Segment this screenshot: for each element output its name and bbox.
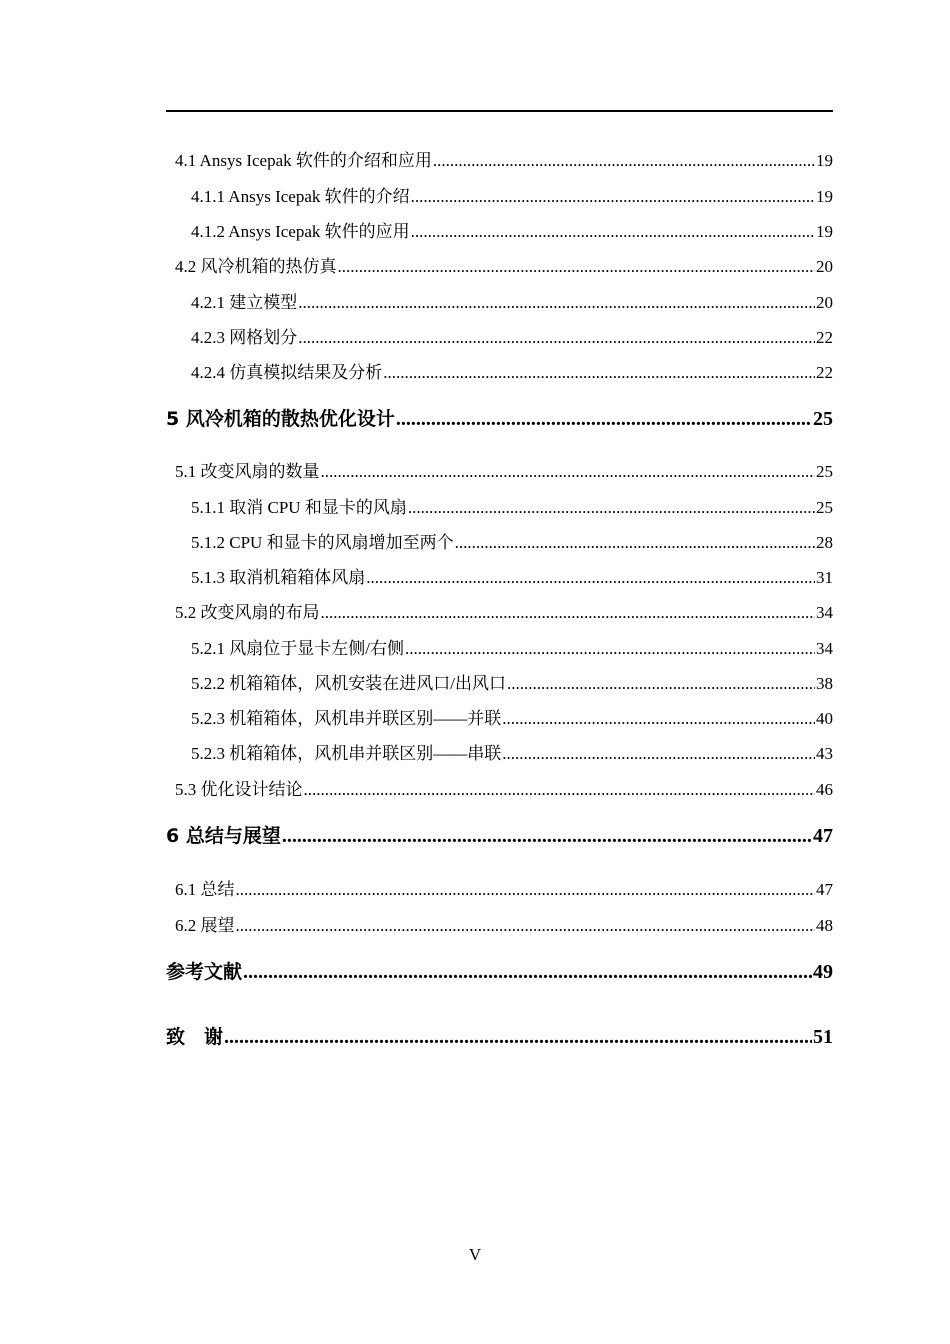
- toc-entry-page: 40: [816, 709, 833, 728]
- dot-leader: [433, 151, 815, 171]
- toc-entry[interactable]: [191, 182, 833, 207]
- dot-leader: [236, 880, 816, 900]
- dot-leader: [243, 961, 812, 984]
- toc-entry[interactable]: [191, 669, 833, 694]
- toc-entry-title: 5.2.3 机箱箱体，风机串并联区别——串联: [191, 744, 502, 763]
- toc-entry-title: 4.2 风冷机箱的热仿真: [175, 257, 337, 276]
- toc-chapter-page: 25: [813, 408, 833, 430]
- toc-entry-title: 5.2.2 机箱箱体，风机安装在进风口/出风口: [191, 674, 506, 693]
- toc-chapter-title: 5 风冷机箱的散热优化设计: [166, 408, 395, 430]
- toc-entry[interactable]: [175, 598, 833, 623]
- dot-leader: [282, 825, 812, 848]
- toc-entry[interactable]: [175, 457, 833, 482]
- toc-entry-page: 46: [816, 780, 833, 799]
- toc-entry-title: 5.2.3 机箱箱体，风机串并联区别——并联: [191, 709, 502, 728]
- dot-leader: [224, 1026, 812, 1049]
- toc-entry-page: 47: [816, 880, 833, 899]
- toc-entry[interactable]: [191, 217, 833, 242]
- toc-entry-page: 22: [816, 328, 833, 347]
- toc-entry-page: 22: [816, 363, 833, 382]
- toc-entry-page: 31: [816, 568, 833, 587]
- toc-entry[interactable]: [191, 634, 833, 659]
- dot-leader: [338, 257, 816, 277]
- toc-chapter-page: 49: [813, 961, 833, 983]
- toc-entry-title: 4.1 Ansys Icepak 软件的介绍和应用: [175, 151, 432, 170]
- toc-entry-page: 25: [816, 498, 833, 517]
- toc-entry-title: 5.1.2 CPU 和显卡的风扇增加至两个: [191, 533, 454, 552]
- dot-leader: [321, 462, 816, 482]
- toc-entry-title: 5.1.1 取消 CPU 和显卡的风扇: [191, 498, 407, 517]
- header-rule: [166, 110, 833, 112]
- toc-entry-page: 20: [816, 293, 833, 312]
- dot-leader: [366, 568, 815, 588]
- toc-entry-page: 43: [816, 744, 833, 763]
- dot-leader: [396, 408, 812, 431]
- toc-entry-page: 34: [816, 639, 833, 658]
- toc-entry[interactable]: [175, 911, 833, 936]
- toc-entry-title: 4.2.3 网格划分: [191, 328, 298, 347]
- toc-entry-page: 28: [816, 533, 833, 552]
- toc-chapter[interactable]: [166, 957, 833, 984]
- toc-entry-page: 19: [816, 222, 833, 241]
- toc-entry-page: 20: [816, 257, 833, 276]
- toc-entry[interactable]: [175, 875, 833, 900]
- toc-entry[interactable]: [175, 252, 833, 277]
- toc-chapter-page: 47: [813, 825, 833, 847]
- toc-entry[interactable]: [175, 775, 833, 800]
- toc-entry-title: 6.2 展望: [175, 916, 235, 935]
- toc-entry[interactable]: [191, 358, 833, 383]
- toc-chapter[interactable]: [166, 404, 833, 431]
- dot-leader: [411, 222, 815, 242]
- dot-leader: [408, 498, 815, 518]
- toc-entry-page: 48: [816, 916, 833, 935]
- toc-entry-title: 4.2.1 建立模型: [191, 293, 298, 312]
- toc-entry-page: 19: [816, 151, 833, 170]
- dot-leader: [321, 603, 816, 623]
- dot-leader: [411, 187, 815, 207]
- toc-entry-page: 25: [816, 462, 833, 481]
- dot-leader: [455, 533, 815, 553]
- toc-entry-title: 4.1.2 Ansys Icepak 软件的应用: [191, 222, 410, 241]
- toc-entry[interactable]: [191, 493, 833, 518]
- toc-entry-title: 5.2 改变风扇的布局: [175, 603, 320, 622]
- toc-entry-title: 5.1 改变风扇的数量: [175, 462, 320, 481]
- dot-leader: [405, 639, 815, 659]
- toc-entry-page: 38: [816, 674, 833, 693]
- toc-entry[interactable]: [191, 739, 833, 764]
- toc-entry-title: 6.1 总结: [175, 880, 235, 899]
- dot-leader: [383, 363, 815, 383]
- toc-entry[interactable]: [175, 146, 833, 171]
- toc-entry-title: 4.1.1 Ansys Icepak 软件的介绍: [191, 187, 410, 206]
- toc-chapter[interactable]: [166, 821, 833, 848]
- toc-entry-title: 4.2.4 仿真模拟结果及分析: [191, 363, 383, 382]
- toc-entry-title: 5.3 优化设计结论: [175, 780, 303, 799]
- toc-chapter-title: 致 谢: [166, 1026, 224, 1048]
- toc-chapter-title: 6 总结与展望: [166, 825, 281, 847]
- toc-entry[interactable]: [191, 563, 833, 588]
- toc-entry-page: 19: [816, 187, 833, 206]
- dot-leader: [502, 709, 815, 729]
- toc-entry[interactable]: [191, 704, 833, 729]
- dot-leader: [304, 780, 816, 800]
- dot-leader: [236, 916, 816, 936]
- dot-leader: [507, 674, 815, 694]
- page-number: V: [468, 1245, 482, 1264]
- dot-leader: [502, 744, 815, 764]
- toc-chapter[interactable]: [166, 1022, 833, 1049]
- toc-entry-title: 5.2.1 风扇位于显卡左侧/右侧: [191, 639, 404, 658]
- toc-entry[interactable]: [191, 323, 833, 348]
- toc-entry-page: 34: [816, 603, 833, 622]
- toc-entry-title: 5.1.3 取消机箱箱体风扇: [191, 568, 366, 587]
- toc-entry[interactable]: [191, 288, 833, 313]
- toc-chapter-title: 参考文献: [166, 961, 243, 983]
- dot-leader: [298, 328, 815, 348]
- dot-leader: [298, 293, 815, 313]
- toc-entry[interactable]: [191, 528, 833, 553]
- toc-chapter-page: 51: [813, 1026, 833, 1048]
